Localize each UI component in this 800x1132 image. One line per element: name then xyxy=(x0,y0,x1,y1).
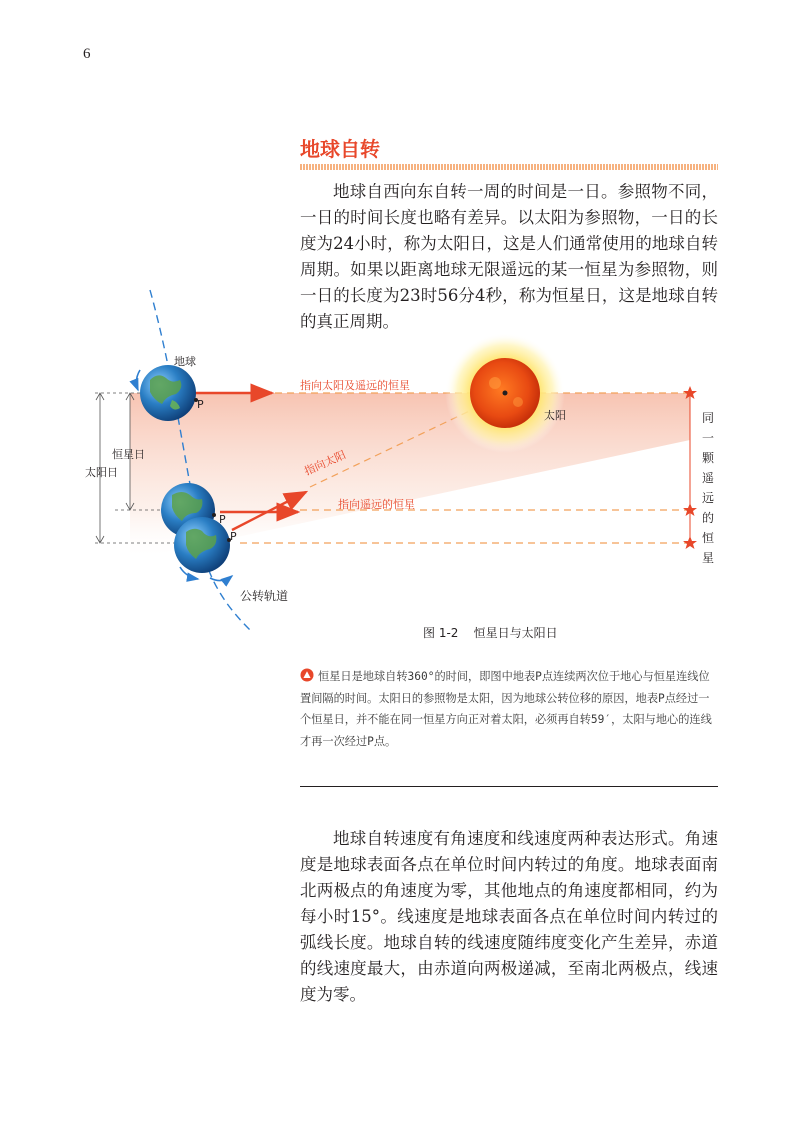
figure-caption: 图 1-2 恒星日与太阳日 xyxy=(423,626,558,640)
label-p: P xyxy=(197,398,204,411)
paragraph-1: 地球自西向东自转一周的时间是一日。参照物不同，一日的时间长度也略有差异。以太阳为参照物，一日的长度为24小时，称为太阳日，这是人们通常使用的地球自转周期。如果以距离地球无限遥远的某一恒星为参照物，则一日的长度为23时56分4秒，称为恒星日，这是地球自转的真正周期。 xyxy=(300,182,718,331)
label-to-sun: 指向太阳 xyxy=(302,448,348,479)
paragraph-2: 地球自转速度有角速度和线速度两种表达形式。角速度是地球表面各点在单位时间内转过的角度。地球表面南北两极点的角速度为零，其他地点的角速度都相同，约为每小时15°。线速度是地球表面各点在单位时间内转过的弧线长度。地球自转的线速度随纬度变化产生差异，赤道的线速度最大，由赤道向两极递减，至南北两极点，线速度为零。 xyxy=(300,829,718,1004)
label-to-sun-and-star: 指向太阳及遥远的恒星 xyxy=(300,379,410,392)
figure-note xyxy=(300,666,718,752)
label-sun: 太阳 xyxy=(544,409,566,422)
label-same-star: 同一颗遥远的恒星 xyxy=(701,411,714,565)
page-number: 6 xyxy=(83,46,91,62)
label-orbit: 公转轨道 xyxy=(240,589,289,603)
label-p: P xyxy=(230,530,237,543)
label-earth: 地球 xyxy=(174,355,196,368)
label-sidereal-day: 恒星日 xyxy=(112,448,145,461)
note-divider xyxy=(300,786,718,787)
triangle-note-icon xyxy=(300,668,314,682)
label-solar-day: 太阳日 xyxy=(85,466,118,479)
note-text: 恒星日是地球自转360°的时间，即图中地表P点连续两次位于地心与恒星连线位置间隔的时间。太阳日的参照物是太阳，因为地球公转位移的原因，地表P点经过一个恒星日，并不能在同一恒星方向正对着太阳，必须再自转59′，太阳与地心的连线才再一次经过P点。 xyxy=(300,670,712,748)
label-to-star: 指向遥远的恒星 xyxy=(338,498,415,511)
section-title: 地球自转 xyxy=(300,137,380,161)
sun-icon xyxy=(445,333,565,453)
label-p: P xyxy=(219,513,226,526)
